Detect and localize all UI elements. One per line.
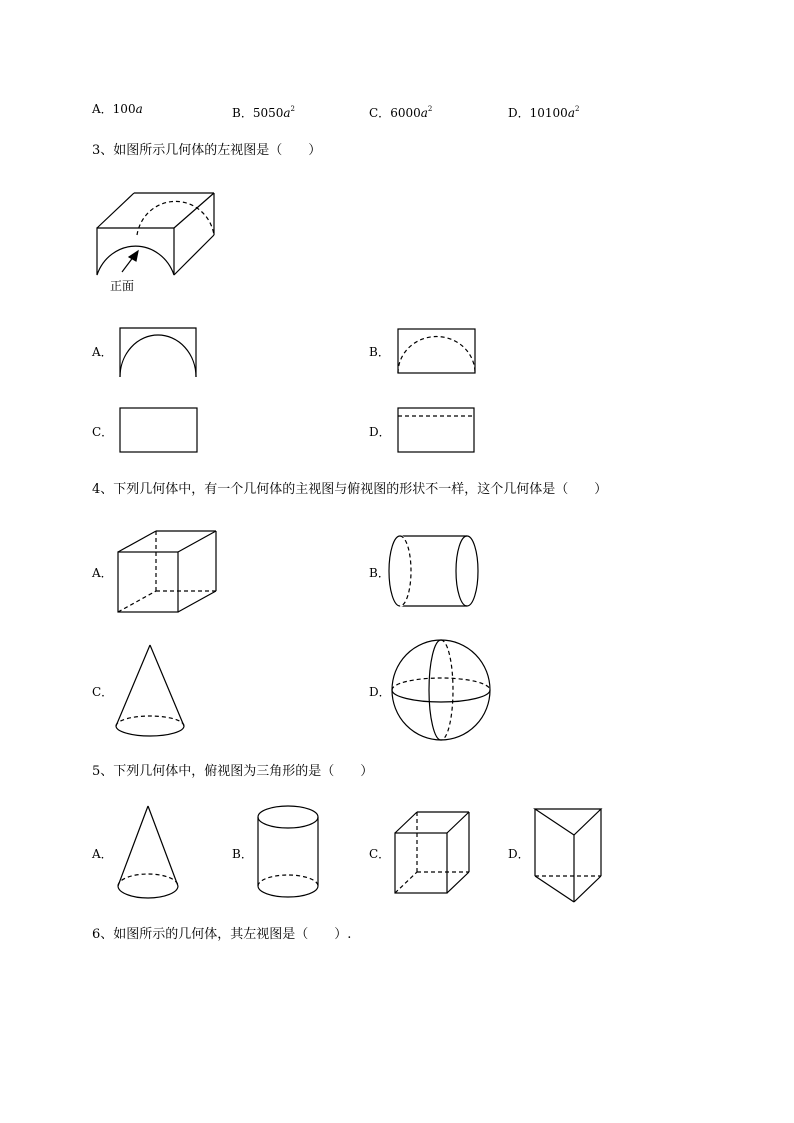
q5-option-a-cone-figure [115,804,185,904]
q3-option-b-figure [397,328,477,376]
q5-option-b-cylinder-figure [256,804,326,904]
q2-option-c: C．$6000a^2$ [369,105,433,120]
q4-option-c-cone-figure [112,642,192,742]
q2-option-b: B．$5050a^2$ [232,105,295,120]
q4-question-text: 4、下列几何体中，有一个几何体的主视图与俯视图的形状不一样，这个几何体是（ ） [92,482,608,497]
q4-option-b-label: B． [369,566,390,580]
q5-option-b-label: B． [232,847,253,861]
q4-option-a-label: A． [92,566,113,580]
q3-option-c-figure [119,407,199,455]
q4-option-d-label: D． [369,685,391,699]
q4-option-b-hidden-arc [387,534,482,614]
q2-option-a: A．100a [92,102,143,116]
q3-front-label: 正面 [110,279,135,293]
q4-option-c-label: C． [92,685,114,699]
q3-option-b-label: B． [369,345,390,359]
q5-question-text: 5、下列几何体中，俯视图为三角形的是（ ） [92,764,374,779]
q3-option-a-figure [119,327,199,379]
q3-option-d-figure [397,407,477,455]
q4-option-d-sphere-figure [390,638,495,743]
q3-question-text: 3、如图所示几何体的左视图是（ ） [92,143,322,158]
q3-option-a-label: A． [92,345,113,359]
q5-option-c-label: C． [369,847,391,861]
q2-option-d: D．$10100a^2$ [508,105,580,120]
q6-question-text: 6、如图所示的几何体，其左视图是（ ）. [92,927,352,942]
q3-option-d-label: D． [369,425,391,439]
q5-option-d-prism-figure [532,806,607,906]
q5-option-c-cube-figure [392,810,472,900]
q5-option-d-label: D． [508,847,530,861]
q5-option-a-label: A． [92,847,113,861]
q3-option-c-label: C． [92,425,114,439]
q4-option-a-cube-figure [116,530,221,620]
